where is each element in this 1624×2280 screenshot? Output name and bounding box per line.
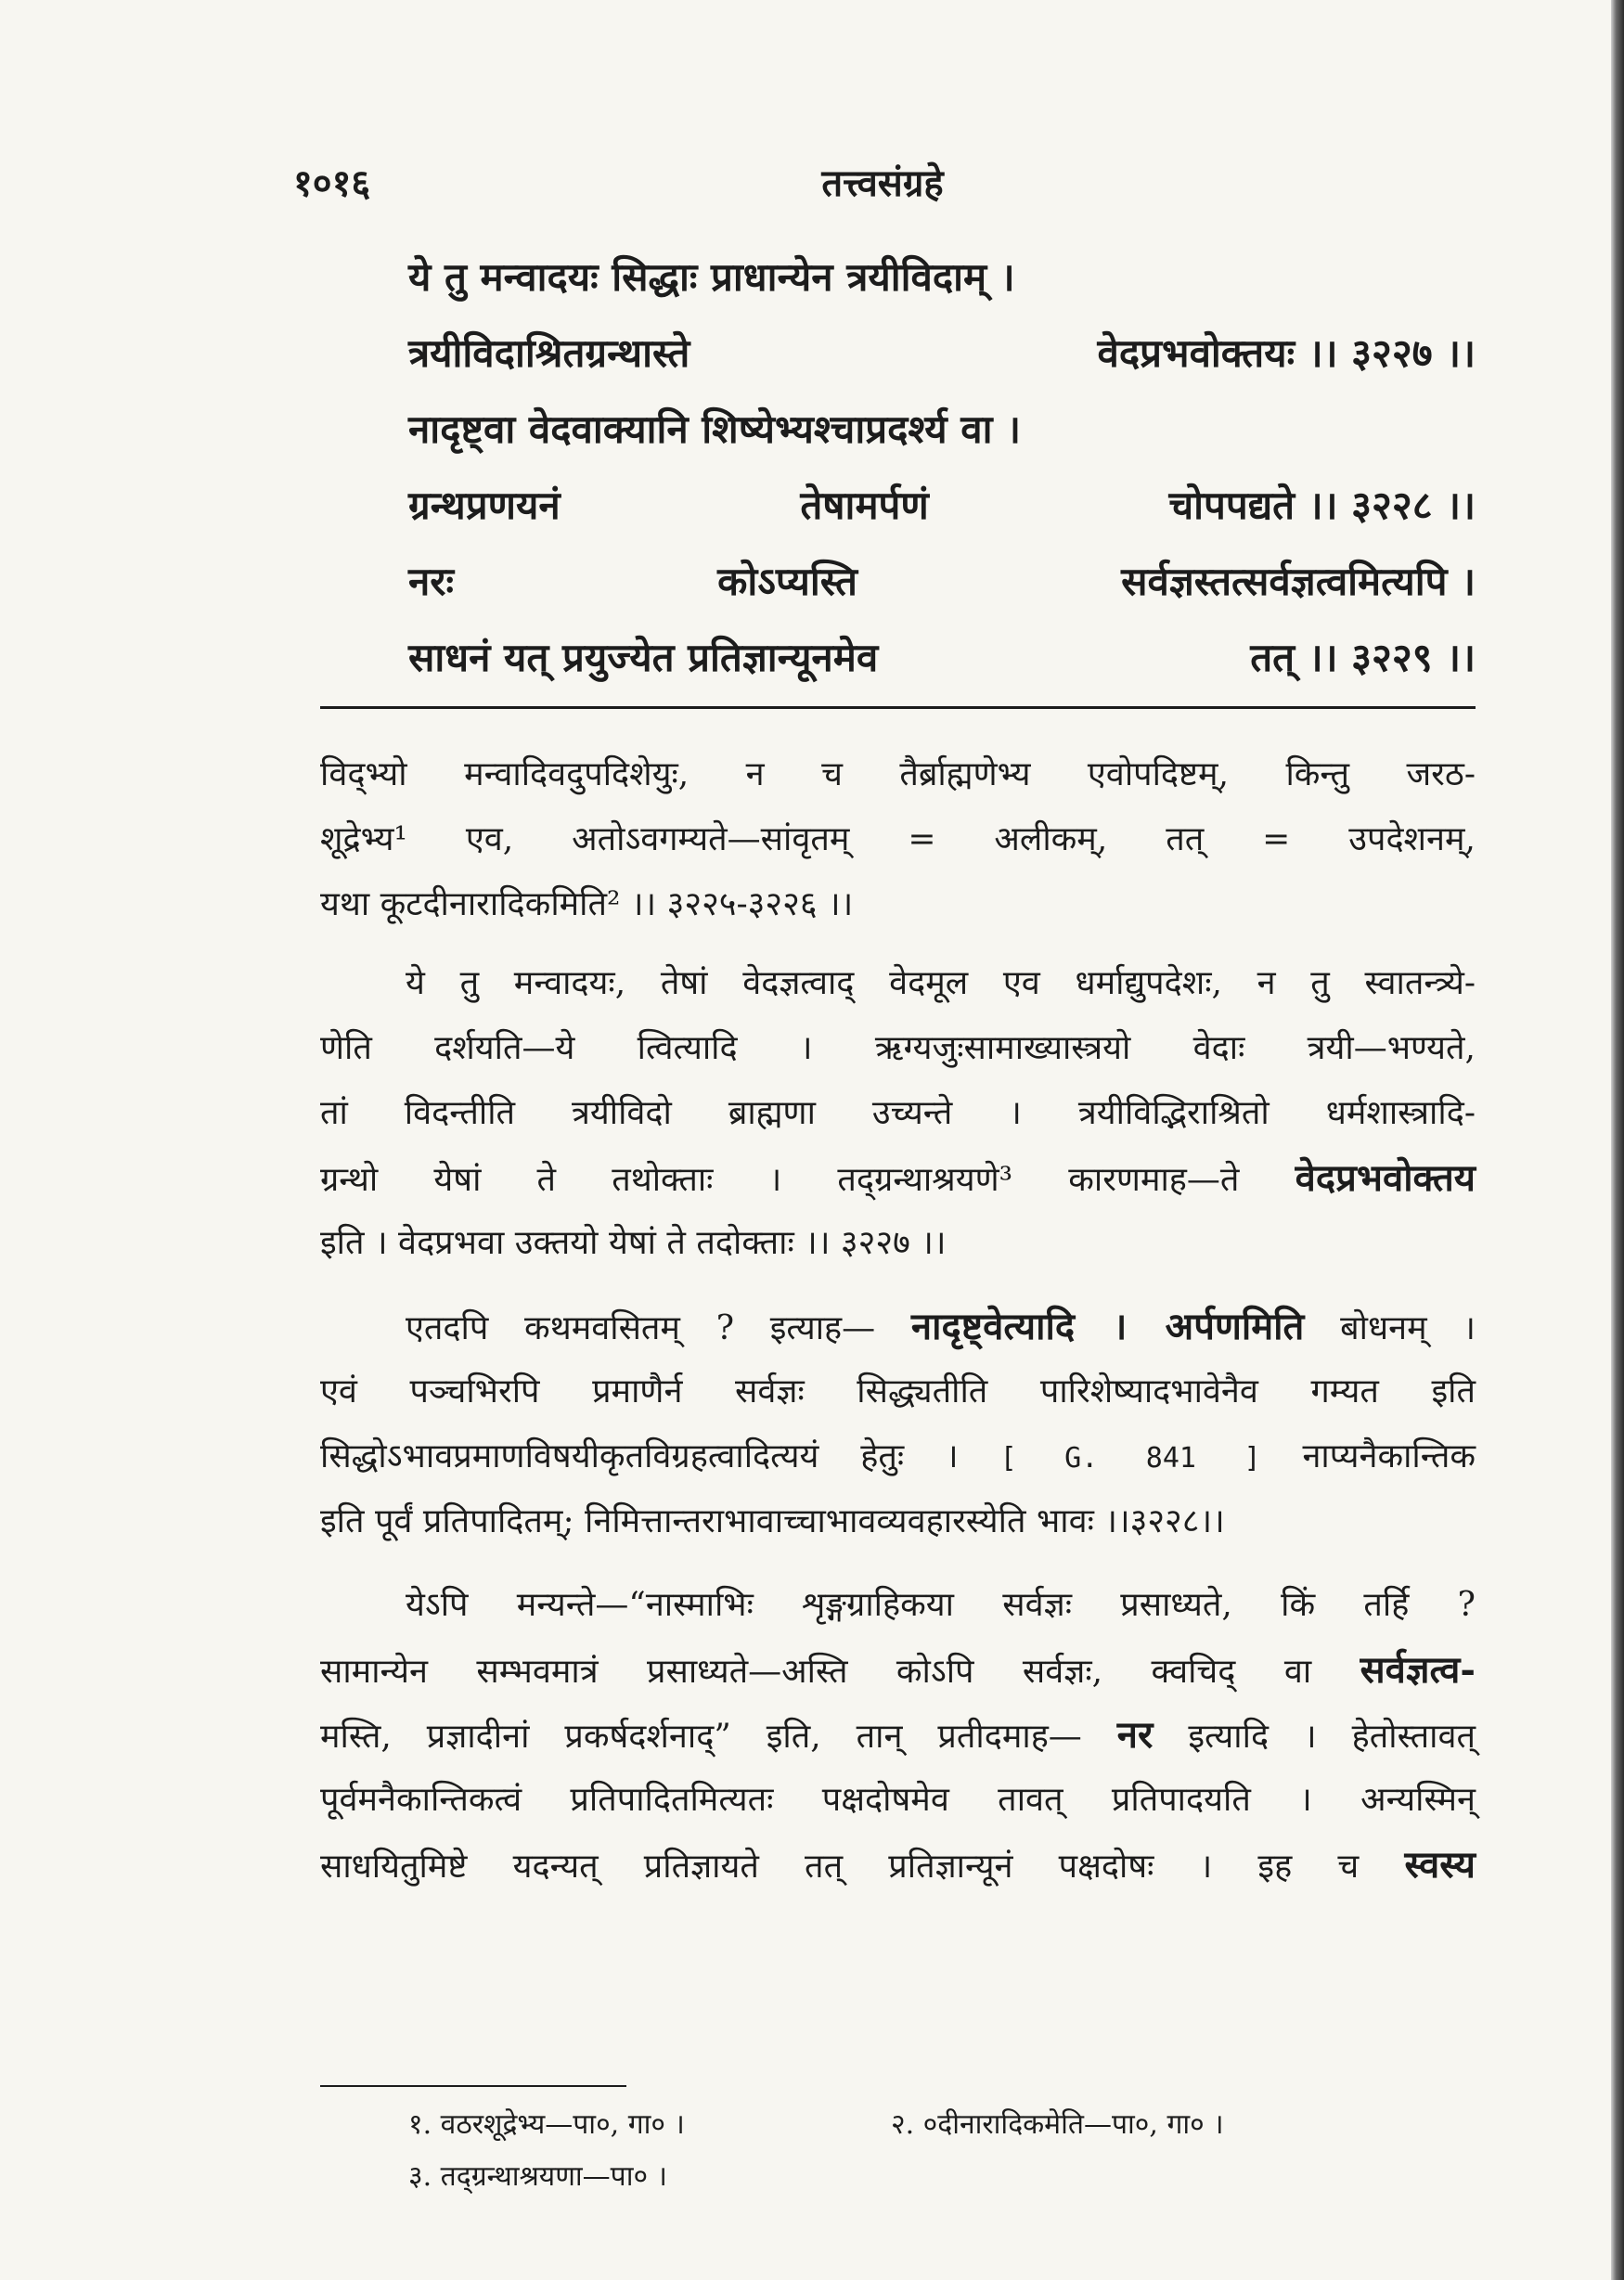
commentary-text: सिद्धोऽभावप्रमाणविषयीकृतविग्रहत्वादित्ययं हेतुः । — [320, 1437, 959, 1475]
verse-segment: साधनं यत् प्रयुज्येत प्रतिज्ञान्यूनमेव — [408, 635, 879, 680]
verse-segment: ग्रन्थप्रणयनं — [408, 483, 561, 528]
commentary-keyword: वेदप्रभवोक्तय — [1295, 1156, 1476, 1200]
commentary-line: विद्भ्यो मन्वादिवदुपदिशेयुः, न च तैर्ब्राह्मणेभ्य एवोपदिष्टम्, किन्तु जरठ- — [320, 755, 1476, 793]
commentary-line — [320, 1146, 1476, 1211]
commentary-line — [320, 1703, 1476, 1768]
commentary-line: पूर्वमनैकान्तिकत्वं प्रतिपादितमित्यतः पक्षदोषमेव तावत् प्रतिपादयति । अन्यस्मिन् — [320, 1781, 1476, 1819]
verse-segment: चोपपद्यते ।। ३२२८ ।। — [1168, 483, 1476, 528]
page-binding-edge — [1611, 0, 1624, 2280]
footnote-divider — [320, 2085, 626, 2087]
verse-segment: त्रयीविदाश्रितग्रन्थास्ते — [408, 330, 690, 376]
running-title: तत्त्वसंग्रहे — [821, 161, 944, 205]
verse-block — [408, 239, 1476, 696]
commentary-text: नाप्यनैकान्तिक — [1302, 1437, 1476, 1475]
commentary-text: मस्ति, प्रज्ञादीनां प्रकर्षदर्शनाद्” इति, तान् प्रतीदमाह— — [320, 1718, 1082, 1756]
footnote-2: २. ०दीनारादिकमेति—पा०, गा० । — [891, 2108, 1224, 2141]
page-number: १०१६ — [293, 161, 371, 205]
footnotes — [408, 2099, 1476, 2203]
verse-line — [408, 544, 1476, 620]
verse-line — [408, 316, 1476, 392]
verse-segment: ये तु मन्वादयः सिद्धाः प्राधान्येन त्रयीविदाम् । — [408, 254, 1015, 300]
commentary-keyword: नादृष्ट्वेत्यादि । अर्पणमिति — [910, 1305, 1305, 1348]
commentary-paragraph — [320, 1295, 1476, 1554]
verse-segment: नरः — [408, 559, 454, 604]
commentary-paragraph — [320, 742, 1476, 937]
verse-line — [408, 239, 1476, 316]
footnote-1: १. वठरशूद्रेभ्य—पा०, गा० । — [408, 2108, 685, 2141]
commentary-line: यथा कूटदीनारादिकमिति² ।। ३२२५-३२२६ ।। — [320, 885, 854, 923]
commentary-line — [320, 1833, 1476, 1898]
commentary-line: इति । वेदप्रभवा उक्तयो येषां ते तदोक्ताः ।। ३२२७ ।। — [320, 1224, 947, 1262]
commentary-text: साधयितुमिष्टे यदन्यत् प्रतिज्ञायते तत् प्रतिज्ञान्यूनं पक्षदोषः । इह च — [320, 1848, 1360, 1886]
verse-segment: कोऽप्यस्ति — [717, 559, 857, 604]
commentary-keyword: सर्वज्ञत्व- — [1360, 1648, 1476, 1692]
page-header — [293, 156, 1472, 221]
verse-segment: तत् ।। ३२२९ ।। — [1250, 635, 1476, 680]
commentary-line: येऽपि मन्यन्ते—“नास्माभिः शृङ्गग्राहिकया सर्वज्ञः प्रसाध्यते, किं तर्हि ? — [406, 1586, 1476, 1624]
commentary-text: बोधनम् । — [1340, 1309, 1476, 1347]
commentary-line — [320, 1638, 1476, 1703]
verse-segment: तेषामर्पणं — [800, 483, 929, 528]
commentary-text: सामान्येन सम्भवमात्रं प्रसाध्यते—अस्ति कोऽपि सर्वज्ञः, क्वचिद् वा — [320, 1653, 1312, 1691]
verse-line — [408, 468, 1476, 544]
verse-line — [408, 392, 1476, 468]
commentary-keyword: नर — [1116, 1713, 1154, 1757]
verse-segment: नादृष्ट्वा वेदवाक्यानि शिष्येभ्यश्चाप्रदर्श्य वा । — [408, 406, 1022, 452]
commentary-line: तां विदन्तीति त्रयीविदो ब्राह्मणा उच्यन्ते । त्रयीविद्भिराश्रितो धर्मशास्त्रादि- — [320, 1094, 1476, 1132]
footnote-row — [408, 2099, 1476, 2151]
verse-segment: सर्वज्ञस्तत्सर्वज्ञत्वमित्यपि । — [1121, 559, 1476, 604]
commentary-keyword: स्वस्य — [1404, 1843, 1476, 1887]
commentary-paragraph — [320, 1573, 1476, 1898]
commentary-line: एवं पञ्चभिरपि प्रमाणैर्न सर्वज्ञः सिद्ध्यतीति पारिशेष्यादभावेनैव गम्यत इति — [320, 1372, 1476, 1411]
verse-divider — [320, 706, 1476, 709]
commentary-text: ग्रन्थो येषां ते तथोक्ताः । तद्ग्रन्थाश्रयणे³ कारणमाह—ते — [320, 1161, 1240, 1199]
footnote-row — [408, 2151, 1476, 2203]
verse-segment: वेदप्रभवोक्तयः ।। ३२२७ ।। — [1097, 330, 1476, 376]
commentary-paragraph — [320, 951, 1476, 1276]
commentary-line: ये तु मन्वादयः, तेषां वेदज्ञत्वाद् वेदमूल एव धर्माद्युपदेशः, न तु स्वातन्त्र्ये- — [406, 964, 1476, 1002]
commentary-line — [320, 1424, 1476, 1489]
verse-line — [408, 620, 1476, 696]
commentary-line: णेति दर्शयति—ये त्वित्यादि । ऋग्यजुःसामाख्यास्त्रयो वेदाः त्रयी—भण्यते, — [320, 1029, 1476, 1067]
commentary-line — [320, 1295, 1476, 1359]
commentary-text: इत्यादि । हेतोस्तावत् — [1188, 1718, 1476, 1756]
gloss-reference: [ G. 841 ] — [999, 1442, 1261, 1475]
commentary-text: एतदपि कथमवसितम् ? इत्याह— — [406, 1309, 876, 1347]
commentary-line: इति पूर्वं प्रतिपादितम्; निमित्तान्तराभावाच्चाभावव्यवहारस्येति भावः ।।३२२८।। — [320, 1502, 1225, 1540]
footnote-3: ३. तद्ग्रन्थाश्रयणा—पा० । — [408, 2160, 667, 2193]
commentary-line: शूद्रेभ्य¹ एव, अतोऽवगम्यते—सांवृतम् = अलीकम्, तत् = उपदेशनम्, — [320, 820, 1476, 858]
